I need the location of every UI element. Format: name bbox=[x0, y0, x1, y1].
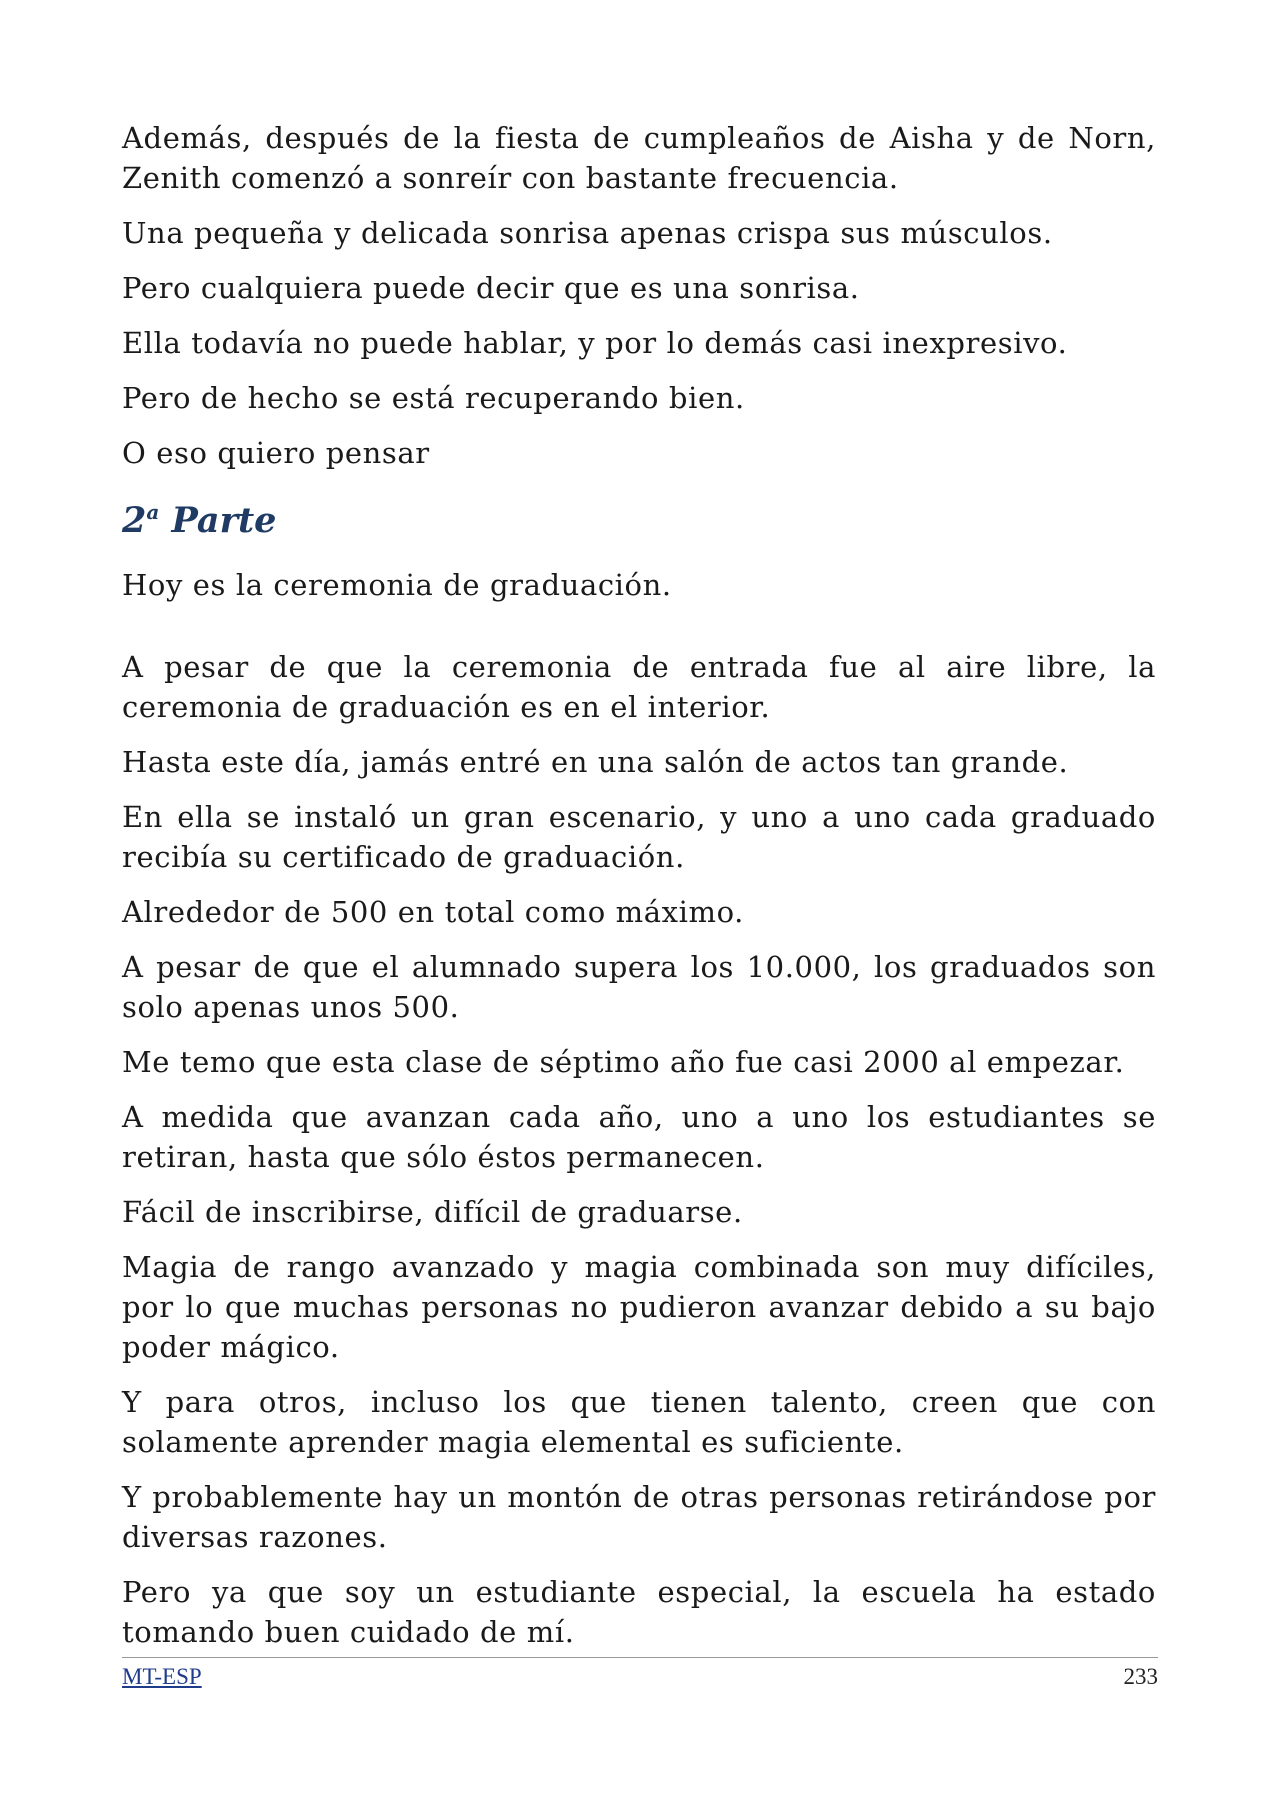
page-footer bbox=[122, 1657, 1158, 1698]
paragraph: A medida que avanzan cada año, uno a uno los estudiantes se retiran, hasta que sólo éstos permanecen. bbox=[122, 1100, 1156, 1174]
page-body bbox=[122, 118, 1156, 1667]
section-heading bbox=[122, 499, 1156, 543]
page-number: 233 bbox=[1123, 1664, 1158, 1689]
paragraph: Pero cualquiera puede decir que es una sonrisa. bbox=[122, 271, 860, 305]
section-ordinal: a bbox=[146, 500, 160, 524]
paragraph: Y para otros, incluso los que tienen talento, creen que con solamente aprender magia elemental es suficiente. bbox=[122, 1385, 1156, 1459]
section-title: Parte bbox=[171, 500, 277, 541]
paragraph: A pesar de que el alumnado supera los 10.000, los graduados son solo apenas unos 500. bbox=[122, 950, 1156, 1024]
paragraph: Hasta este día, jamás entré en una salón de actos tan grande. bbox=[122, 745, 1069, 779]
paragraph: Ella todavía no puede hablar, y por lo demás casi inexpresivo. bbox=[122, 326, 1068, 360]
paragraph: Hoy es la ceremonia de graduación. bbox=[122, 568, 672, 602]
paragraph: Magia de rango avanzado y magia combinada son muy difíciles, por lo que muchas personas no pudieron avanzar debido a su bajo poder mágico. bbox=[122, 1250, 1156, 1364]
paragraph: A pesar de que la ceremonia de entrada fue al aire libre, la ceremonia de graduación es en el interior. bbox=[122, 650, 1156, 724]
paragraph: En ella se instaló un gran escenario, y uno a uno cada graduado recibía su certificado de graduación. bbox=[122, 800, 1156, 874]
paragraph: Me temo que esta clase de séptimo año fue casi 2000 al empezar. bbox=[122, 1045, 1125, 1079]
section-number: 2 bbox=[122, 500, 147, 541]
paragraph: Además, después de la fiesta de cumpleaños de Aisha y de Norn, Zenith comenzó a sonreír con bastante frecuencia. bbox=[122, 121, 1156, 195]
paragraph: Pero de hecho se está recuperando bien. bbox=[122, 381, 745, 415]
paragraph: Una pequeña y delicada sonrisa apenas crispa sus músculos. bbox=[122, 216, 1053, 250]
paragraph: Pero ya que soy un estudiante especial, la escuela ha estado tomando buen cuidado de mí. bbox=[122, 1575, 1156, 1649]
footer-link[interactable]: MT-ESP bbox=[122, 1664, 202, 1689]
paragraph: Fácil de inscribirse, difícil de graduarse. bbox=[122, 1195, 743, 1229]
paragraph: O eso quiero pensar bbox=[122, 436, 430, 470]
paragraph: Alrededor de 500 en total como máximo. bbox=[122, 895, 744, 929]
paragraph: Y probablemente hay un montón de otras personas retirándose por diversas razones. bbox=[122, 1480, 1156, 1554]
